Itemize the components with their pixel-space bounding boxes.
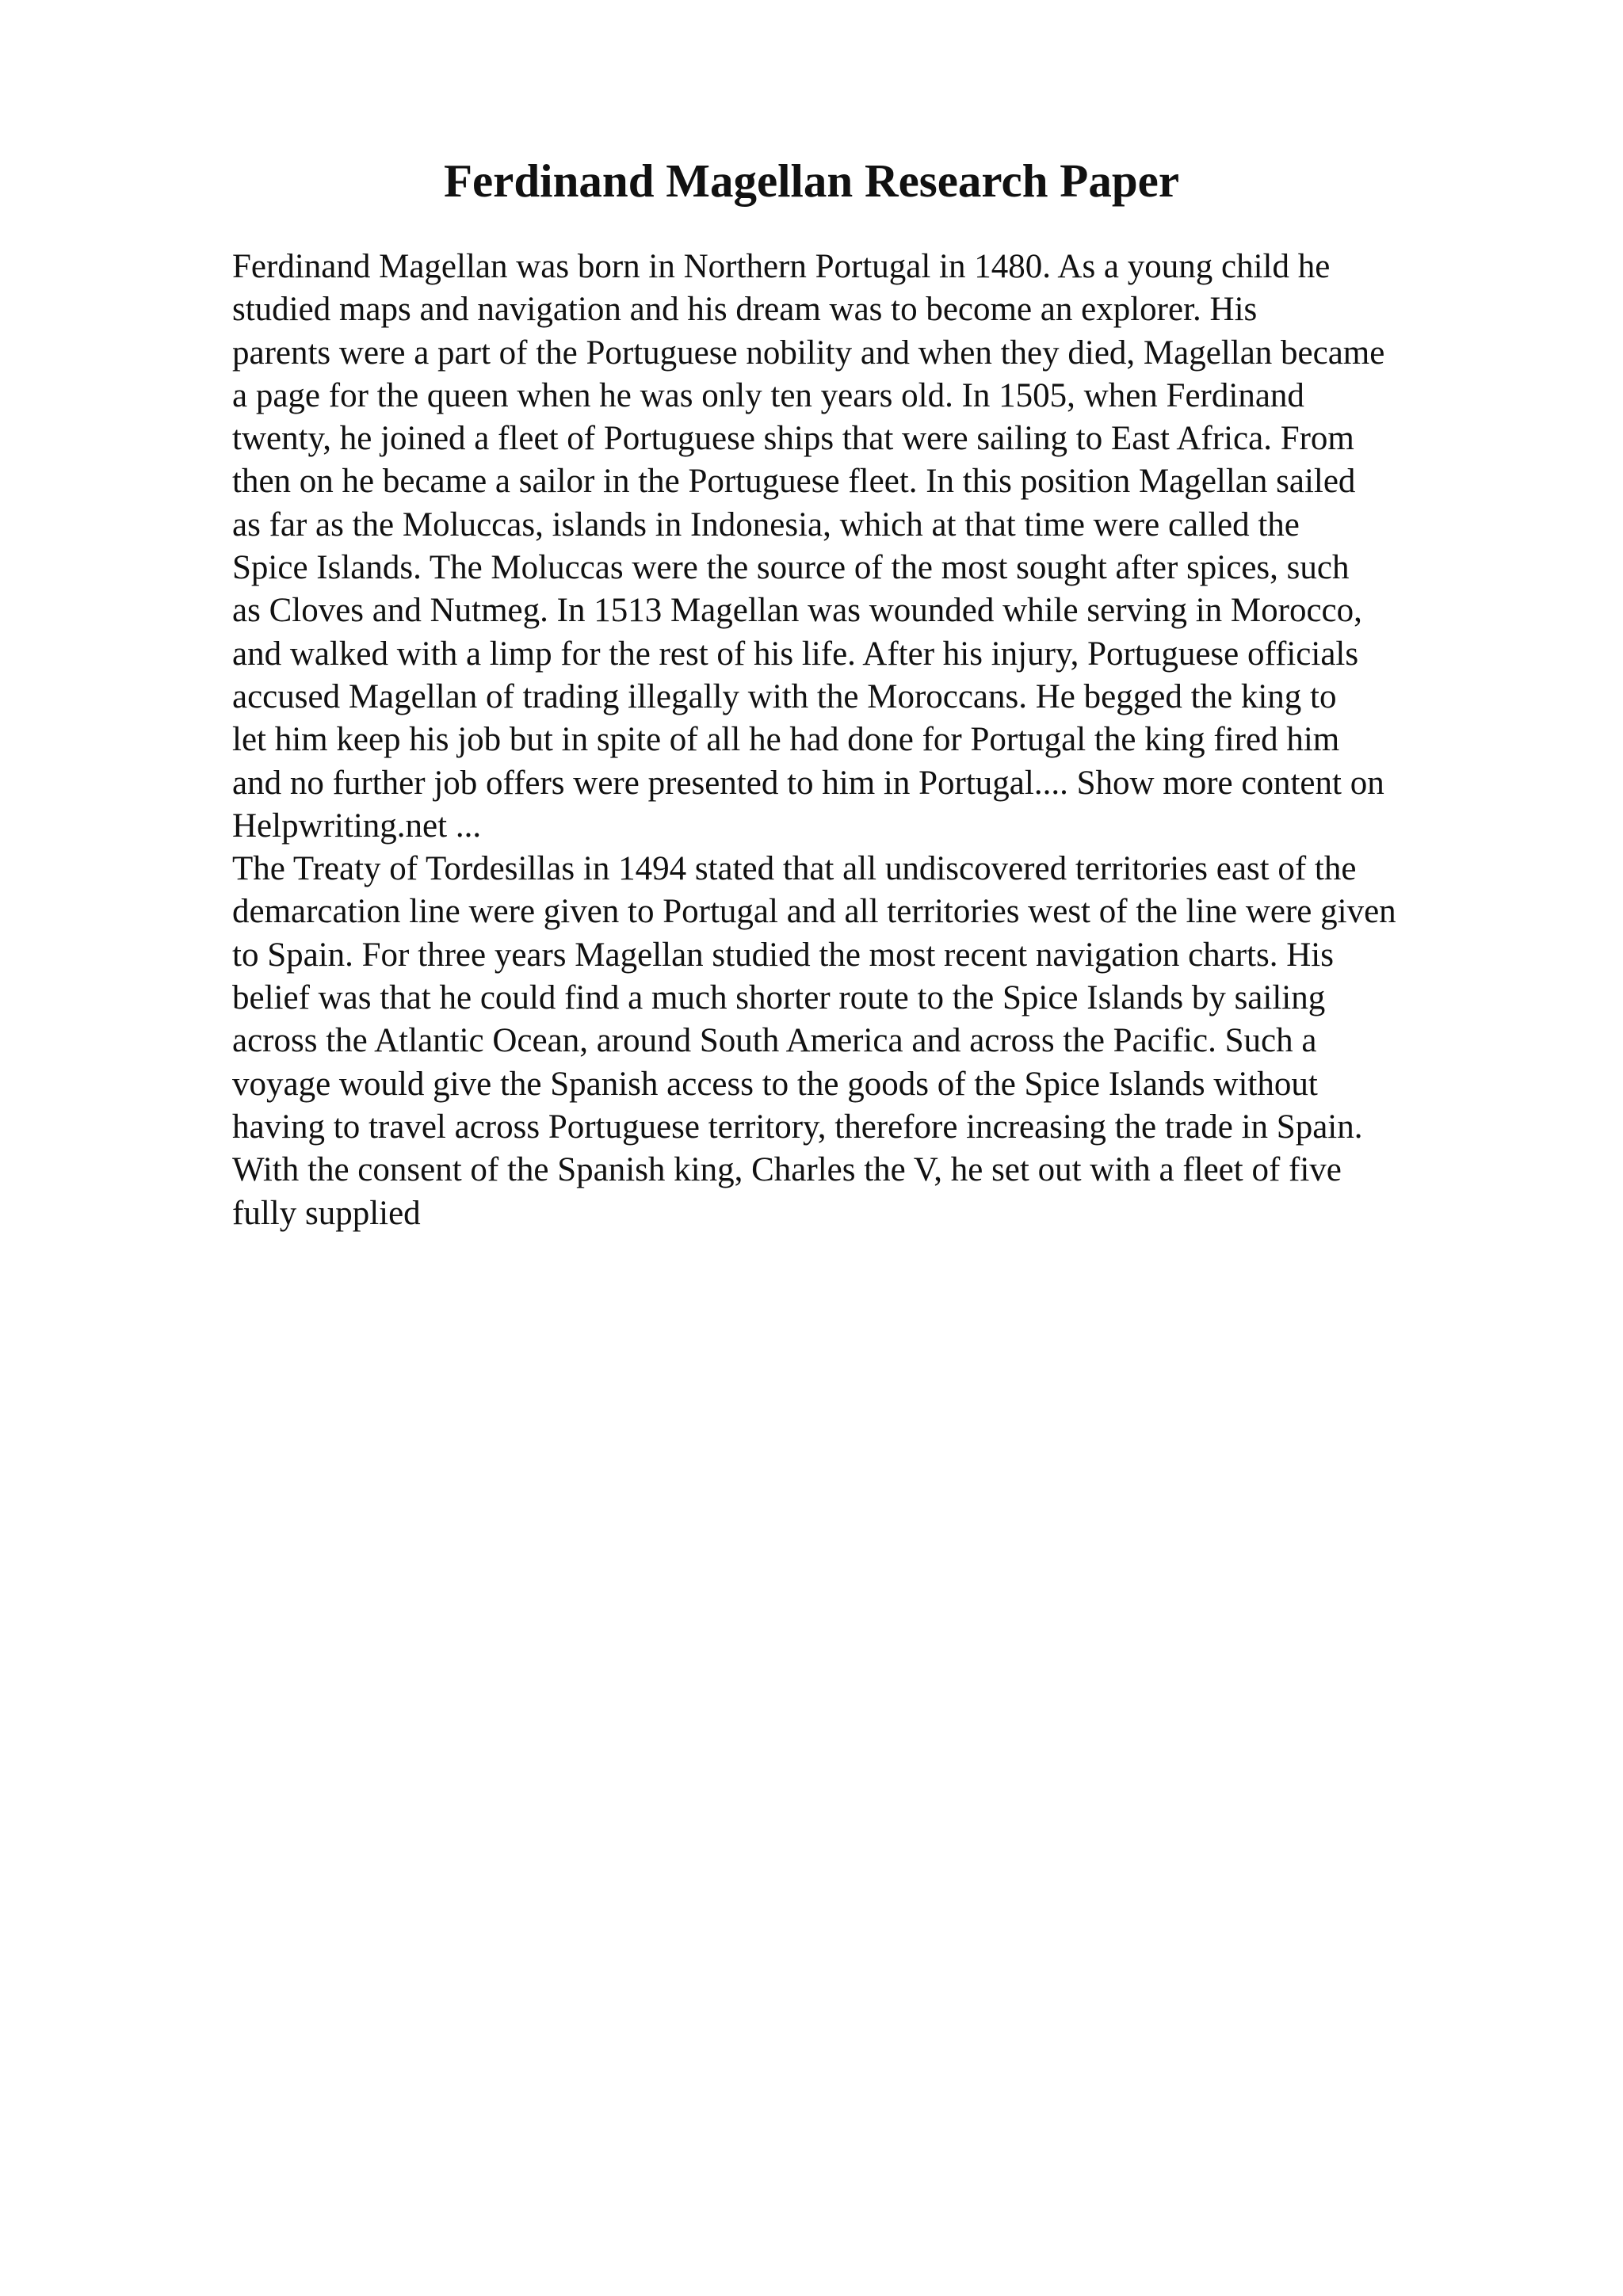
body-line: fully supplied	[232, 1194, 421, 1232]
body-line: Spice Islands. The Moluccas were the source of the most sought after spices, such	[232, 549, 1350, 587]
body-line: having to travel across Portuguese territory, therefore increasing the trade in Spain.	[232, 1108, 1363, 1146]
body-line: parents were a part of the Portuguese nobility and when they died, Magellan became	[232, 334, 1385, 372]
body-line: The Treaty of Tordesillas in 1494 stated that all undiscovered territories east of the	[232, 850, 1357, 888]
body-line: to Spain. For three years Magellan studied the most recent navigation charts. His	[232, 936, 1334, 974]
body-line: let him keep his job but in spite of all he had done for Portugal the king fired him	[232, 721, 1340, 759]
document-title: Ferdinand Magellan Research Paper	[443, 154, 1180, 207]
body-line: as Cloves and Nutmeg. In 1513 Magellan was wounded while serving in Morocco,	[232, 592, 1362, 630]
body-line: With the consent of the Spanish king, Charles the V, he set out with a fleet of five	[232, 1151, 1342, 1189]
body-line: demarcation line were given to Portugal and all territories west of the line were given	[232, 893, 1396, 931]
body-line: Ferdinand Magellan was born in Northern Portugal in 1480. As a young child he	[232, 248, 1331, 285]
document-body	[232, 246, 1532, 1235]
body-line: a page for the queen when he was only ten years old. In 1505, when Ferdinand	[232, 376, 1304, 414]
body-line: as far as the Moluccas, islands in Indonesia, which at that time were called the	[232, 505, 1300, 543]
body-line: accused Magellan of trading illegally with the Moroccans. He begged the king to	[232, 677, 1337, 715]
body-line: studied maps and navigation and his dream was to become an explorer. His	[232, 291, 1258, 329]
body-line: Helpwriting.net ...	[232, 807, 482, 845]
body-line: and walked with a limp for the rest of his life. After his injury, Portuguese officials	[232, 635, 1359, 673]
body-line: and no further job offers were presented to him in Portugal.... Show more content on	[232, 764, 1384, 802]
body-line: across the Atlantic Ocean, around South America and across the Pacific. Such a	[232, 1022, 1317, 1060]
body-line: twenty, he joined a fleet of Portuguese ships that were sailing to East Africa. From	[232, 420, 1354, 458]
body-line: belief was that he could find a much shorter route to the Spice Islands by sailing	[232, 979, 1326, 1017]
body-line: then on he became a sailor in the Portuguese fleet. In this position Magellan sailed	[232, 463, 1356, 501]
body-line: voyage would give the Spanish access to the goods of the Spice Islands without	[232, 1065, 1318, 1103]
